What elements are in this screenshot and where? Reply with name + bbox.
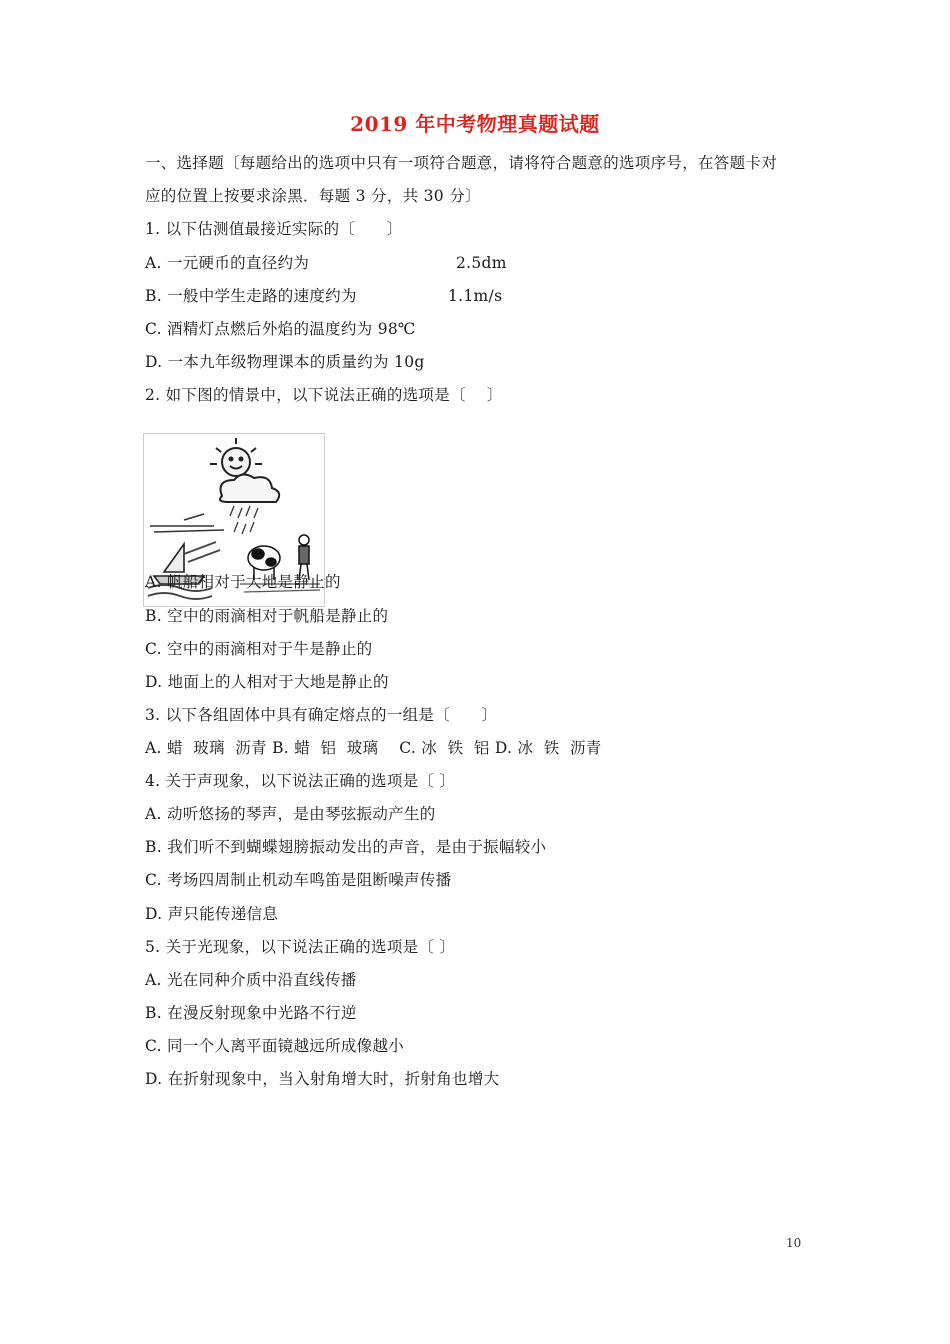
- question-2-option-b: B. 空中的雨滴相对于帆船是静止的: [145, 607, 389, 625]
- shore-lines: [150, 514, 224, 532]
- section-instructions-line2: 应的位置上按要求涂黑．每题 3 分，共 30 分〕: [145, 187, 481, 205]
- question-2-option-a: A. 帆船相对于大地是静止的: [145, 573, 341, 591]
- question-4-stem: 4. 关于声现象，以下说法正确的选项是〔 〕: [145, 772, 456, 790]
- sun-icon: [210, 438, 262, 476]
- question-4-option-b: B. 我们听不到蝴蝶翅膀振动发出的声音，是由于振幅较小: [145, 838, 547, 856]
- question-2-option-c: C. 空中的雨滴相对于牛是静止的: [145, 640, 373, 658]
- question-4-option-c: C. 考场四周制止机动车鸣笛是阻断噪声传播: [145, 871, 452, 889]
- question-3-stem: 3. 以下各组固体中具有确定熔点的一组是〔 〕: [145, 706, 498, 724]
- question-5-option-d: D. 在折射现象中，当入射角增大时，折射角也增大: [145, 1070, 500, 1088]
- question-1-option-b: B. 一般中学生走路的速度约为: [145, 287, 357, 305]
- question-5-option-c: C. 同一个人离平面镜越远所成像越小: [145, 1037, 405, 1055]
- rain-icon: [230, 506, 258, 534]
- page-title: 2019 年中考物理真题试题: [350, 112, 600, 136]
- question-3-options: A. 蜡 玻璃 沥青 B. 蜡 铝 玻璃 C. 冰 铁 铝 D. 冰 铁 沥青: [145, 739, 602, 757]
- section-instructions-line1: 一、选择题〔每题给出的选项中只有一项符合题意，请将符合题意的选项序号，在答题卡对: [145, 154, 778, 172]
- question-5-stem: 5. 关于光现象，以下说法正确的选项是〔 〕: [145, 938, 456, 956]
- question-1-option-b-value: 1.1m/s: [448, 287, 503, 305]
- question-5-option-a: A. 光在同种介质中沿直线传播: [145, 971, 357, 989]
- question-1-option-a: A. 一元硬币的直径约为: [145, 254, 310, 272]
- question-2-option-d: D. 地面上的人相对于大地是静止的: [145, 673, 389, 691]
- question-4-option-d: D. 声只能传递信息: [145, 905, 279, 923]
- question-1-option-c: C. 酒精灯点燃后外焰的温度约为 98℃: [145, 320, 416, 338]
- page-number: 10: [786, 1236, 802, 1250]
- question-1-option-a-value: 2.5dm: [456, 254, 507, 272]
- question-1-option-d: D. 一本九年级物理课本的质量约为 10g: [145, 353, 425, 371]
- cloud-icon: [220, 474, 279, 502]
- question-5-option-b: B. 在漫反射现象中光路不行逆: [145, 1004, 357, 1022]
- question-2-stem: 2. 如下图的情景中，以下说法正确的选项是〔 〕: [145, 386, 503, 404]
- question-1-stem: 1. 以下估测值最接近实际的〔 〕: [145, 220, 403, 238]
- question-4-option-a: A. 动听悠扬的琴声，是由琴弦振动产生的: [145, 805, 436, 823]
